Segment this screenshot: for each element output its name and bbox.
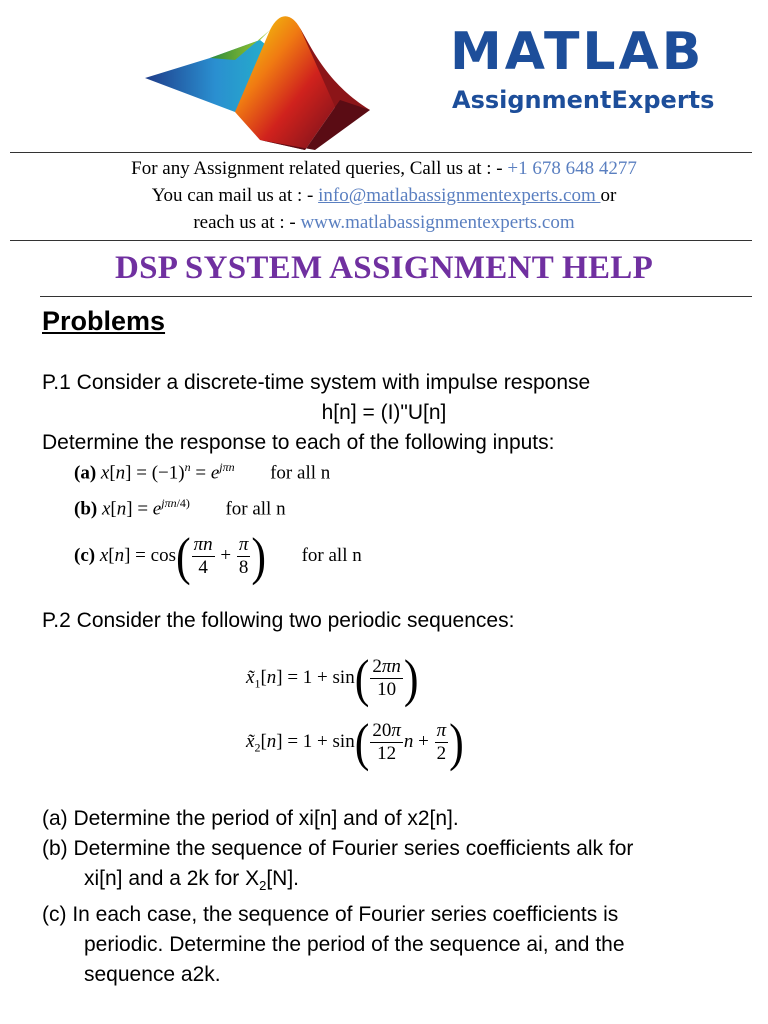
p1-intro: P.1 Consider a discrete-time system with impulse response	[42, 371, 591, 394]
p1-instruction: Determine the response to each of the following inputs:	[42, 431, 555, 454]
document-title: DSP SYSTEM ASSIGNMENT HELP	[114, 250, 654, 286]
p2-part-b-line-2-prefix: xi[n] and a 2k for X	[84, 867, 260, 890]
p2-part-c-line-3: sequence a2k.	[84, 963, 221, 986]
p2-intro: P.2 Consider the following two periodic sequences:	[42, 609, 515, 632]
p2-sequence-1: $x̃_1[n] = 1 + \sin$( $\frac{2\pi n}{10}$ )	[246, 648, 419, 708]
p1-impulse-response: h[n] = (I)"U[n]	[321, 401, 447, 424]
contact-line-2-text: You can mail us at : -	[151, 185, 319, 206]
section-heading: Problems	[42, 306, 166, 336]
p1-input-c-qualifier: for all n	[301, 544, 362, 566]
contact-line-1-text: For any Assignment related queries, Call us at : -	[131, 158, 508, 179]
p2-part-b-line-2	[84, 864, 299, 901]
p2-part-c-line-2: periodic. Determine the period of the sequence ai, and the	[84, 933, 625, 956]
contact-line-2-suffix: or	[600, 185, 617, 206]
header-logo	[140, 0, 715, 150]
matlab-membrane-logo-icon	[140, 0, 440, 150]
email-link[interactable]: info@matlabassignmentexperts.com	[318, 185, 601, 206]
p1-input-b-qualifier: for all n	[225, 498, 286, 520]
phone-link[interactable]: +1 678 648 4277	[507, 158, 637, 179]
p2-part-b-line-1: (b) Determine the sequence of Fourier series coefficients alk for	[42, 837, 634, 860]
header-rule-top	[10, 152, 752, 153]
p1-input-c: (c) x[n] = cos( $\frac{\pi n}{4}$ + $\frac{\pi}{8}$ ) for all n	[74, 526, 362, 586]
p2-sequence-2: $x̃_2[n] = 1 + \sin$( $\frac{20\pi}{12}$ n + $\frac{\pi}{2}$ )	[246, 712, 464, 772]
p2-part-a: (a) Determine the period of xi[n] and of x2[n].	[42, 807, 459, 830]
contact-line-2	[0, 183, 768, 209]
p2-part-b-subscript: 2	[259, 878, 267, 894]
p1-input-a: (a) $x[n] = (-1)^n = e^{j\pi n}$ for all n	[74, 460, 331, 484]
p1-input-b: (b) $x[n] = e^{j\pi n/4)}$ for all n	[74, 496, 286, 520]
contact-line-3	[0, 210, 768, 236]
logo-subtitle: AssignmentExperts	[452, 86, 715, 114]
p2-part-b-line-2-suffix: [N].	[266, 867, 300, 890]
website-link[interactable]: www.matlabassignmentexperts.com	[300, 212, 575, 233]
header-rule-middle	[10, 240, 752, 241]
header-rule-bottom	[40, 296, 752, 297]
contact-line-1	[0, 156, 768, 182]
logo-title: MATLAB	[450, 22, 705, 82]
p2-part-c-line-1: (c) In each case, the sequence of Fourier series coefficients is	[42, 903, 619, 926]
p1-input-a-qualifier: for all n	[270, 462, 331, 484]
contact-line-3-text: reach us at : -	[193, 212, 301, 233]
